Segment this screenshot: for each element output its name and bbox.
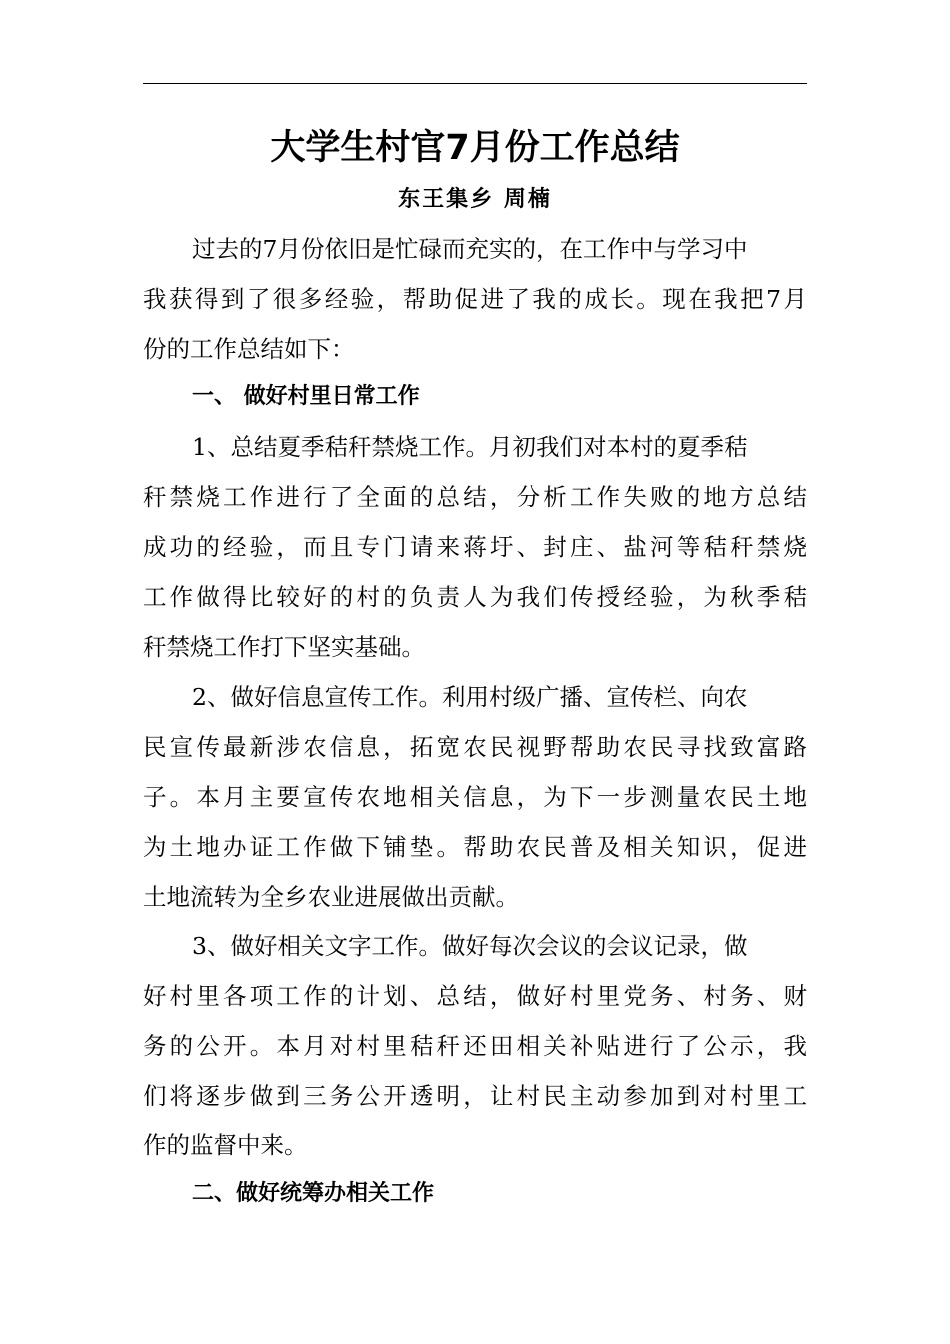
item3-line-3: 务的公开。本月对村里秸秆还田相关补贴进行了公示，我 xyxy=(143,1032,807,1060)
item2-line-2: 民宣传最新涉农信息，拓宽农民视野帮助农民寻找致富路 xyxy=(143,733,807,761)
item2-line-5: 土地流转为全乡农业进展做出贡献。 xyxy=(143,883,519,911)
document-title: 大学生村官7月份工作总结 xyxy=(270,128,680,168)
item1-line-5: 秆禁烧工作打下坚实基础。 xyxy=(143,633,425,661)
item3-line-1: 3、做好相关文字工作。做好每次会议的会议记录，做 xyxy=(192,932,748,960)
item2-line-4: 为土地办证工作做下铺垫。帮助农民普及相关知识，促进 xyxy=(143,833,807,861)
item3-line-4: 们将逐步做到三务公开透明，让村民主动参加到对村里工 xyxy=(143,1082,807,1110)
section-heading-2: 二、做好统筹办相关工作 xyxy=(192,1181,435,1206)
intro-line-1: 过去的7月份依旧是忙碌而充实的，在工作中与学习中 xyxy=(192,235,748,263)
item1-line-1: 1、总结夏季秸秆禁烧工作。月初我们对本村的夏季秸 xyxy=(192,433,748,461)
item2-line-1: 2、做好信息宣传工作。利用村级广播、宣传栏、向农 xyxy=(192,683,748,711)
document-author: 东王集乡 周楠 xyxy=(398,186,552,212)
item1-line-3: 成功的经验，而且专门请来蒋圩、封庄、盐河等秸秆禁烧 xyxy=(143,533,807,561)
section-heading-1: 一、 做好村里日常工作 xyxy=(192,384,420,409)
intro-line-3: 份的工作总结如下： xyxy=(143,335,355,363)
intro-line-2: 我获得到了很多经验，帮助促进了我的成长。现在我把7月 xyxy=(143,285,807,313)
item3-line-2: 好村里各项工作的计划、总结，做好村里党务、村务、财 xyxy=(143,982,807,1010)
item1-line-4: 工作做得比较好的村的负责人为我们传授经验，为秋季秸 xyxy=(143,583,807,611)
item3-line-5: 作的监督中来。 xyxy=(143,1131,308,1159)
header-rule xyxy=(143,83,807,84)
item2-line-3: 子。本月主要宣传农地相关信息，为下一步测量农民土地 xyxy=(143,783,807,811)
item1-line-2: 秆禁烧工作进行了全面的总结，分析工作失败的地方总结 xyxy=(143,483,807,511)
